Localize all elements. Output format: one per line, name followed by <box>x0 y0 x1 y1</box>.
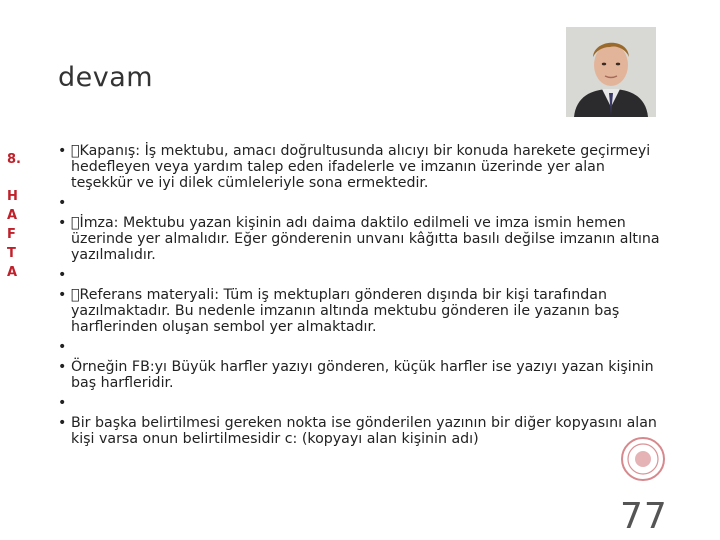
page-number: 77 <box>620 496 668 537</box>
bullet-dot: • <box>58 267 67 283</box>
bullet-dot: • <box>58 195 67 211</box>
vertical-letter: H <box>7 189 18 204</box>
bullet-text:  Kapanış: İş mektubu, amacı doğrultusunda alıcıyı bir konuda harekete geçirmeyi hedefleyen veya yardım talep eden ifadelerle ve imzanın üzerinde yer alan teşekkür ve iyi dilek cümleleriyle sona ermektedir. <box>71 143 651 191</box>
bullet-item-signature <box>58 215 664 263</box>
bullet-dot: • <box>58 215 67 231</box>
bullet-dot: • <box>58 395 67 411</box>
bullet-item-reference <box>58 287 664 335</box>
vertical-letter: A <box>7 208 18 223</box>
bullet-dot: • <box>58 143 67 159</box>
slide-title: devam <box>58 62 154 93</box>
author-photo <box>566 27 656 117</box>
vertical-letter: F <box>7 227 16 242</box>
bullet-text:  İmza: Mektubu yazan kişinin adı daima daktilo edilmeli ve imza ismin hemen üzerinde yer almalıdır. Eğer gönderenin unvanı kâğıtta basılı değilse imzanın altına yazılmalıdır. <box>71 215 660 263</box>
bullet-item-empty <box>58 395 664 411</box>
bullet-dot: • <box>58 339 67 355</box>
bullet-dot: • <box>58 359 67 375</box>
bullet-text:  Referans materyali: Tüm iş mektupları gönderen dışında bir kişi tarafından yazılmaktadır. Bu nedenle imzanın altında mektubu gönderen ile yazanın baş harflerinden oluşan sembol yer almaktadır. <box>71 287 620 335</box>
bullet-dot: • <box>58 415 67 431</box>
bullet-item-empty <box>58 267 664 283</box>
bullet-item-empty <box>58 195 664 211</box>
section-number: 8. <box>7 152 21 167</box>
bullet-text: Örneğin FB:yı Büyük harfler yazıyı gönderen, küçük harfler ise yazıyı yazan kişinin baş harfleridir. <box>71 359 654 391</box>
vertical-letter: A <box>7 265 18 280</box>
section-marker <box>7 150 29 282</box>
bullet-text: Bir başka belirtilmesi gereken nokta ise gönderilen yazının bir diğer kopyasını alan kişi varsa onun belirtilmesidir c: (kopyayı alan kişinin adı) <box>71 415 657 447</box>
bullet-list <box>58 143 664 451</box>
bullet-item-example <box>58 359 664 391</box>
university-seal-icon <box>620 436 666 482</box>
bullet-item-empty <box>58 339 664 355</box>
bullet-dot: • <box>58 287 67 303</box>
bullet-item-copy <box>58 415 664 447</box>
bullet-item-closing <box>58 143 664 191</box>
vertical-letter: T <box>7 246 16 261</box>
